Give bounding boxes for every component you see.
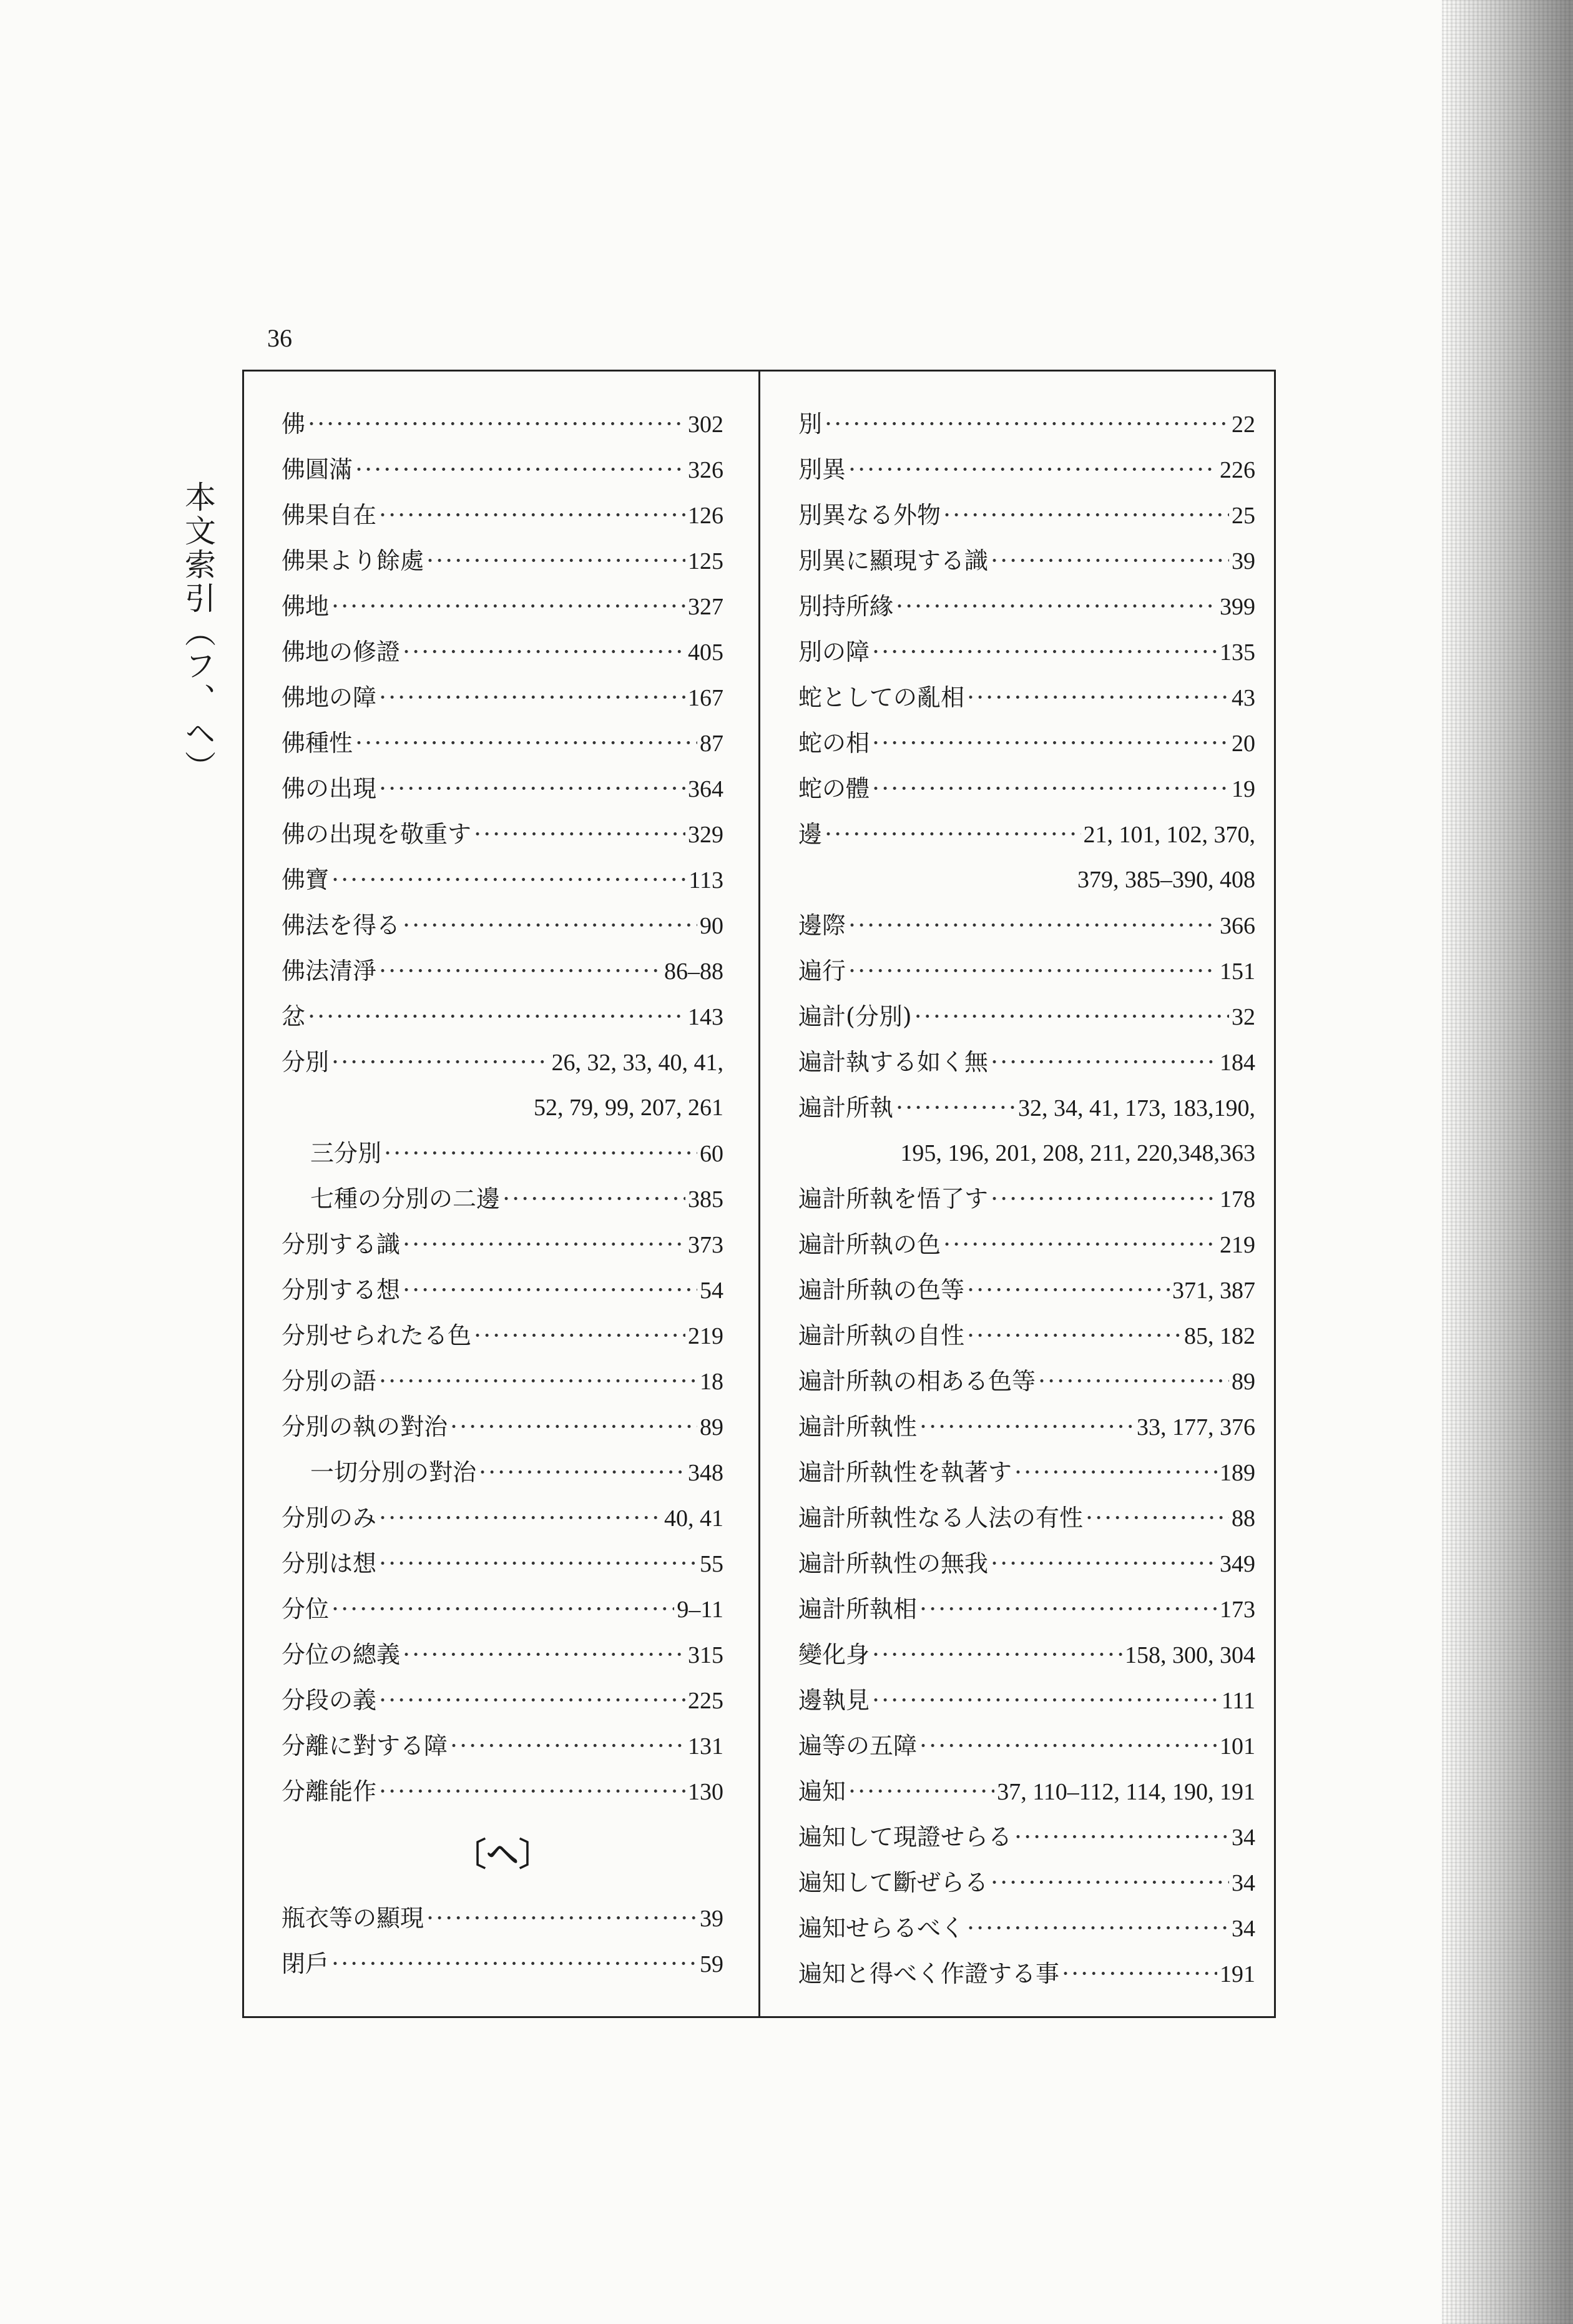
index-term: 遍知して斷ぜらる (798, 1869, 989, 1896)
leader-dots (914, 994, 1229, 1040)
leader-dots (379, 766, 685, 812)
page-references: 25 (1232, 503, 1255, 529)
page-references: 349 (1220, 1551, 1255, 1577)
leader-dots (1062, 1951, 1217, 1997)
index-term: 分別 (282, 1048, 330, 1076)
leader-dots (331, 857, 686, 903)
index-term: 分位の總義 (282, 1641, 401, 1668)
index-term: 遍等の五障 (798, 1732, 918, 1760)
index-term: 邊際 (798, 912, 846, 939)
index-term: 七種の分別の二邊 (310, 1185, 501, 1213)
page-references: 189 (1220, 1460, 1255, 1486)
index-entry (282, 1313, 723, 1359)
index-entry (798, 584, 1255, 629)
index-term: 別の障 (798, 638, 870, 666)
index-entry (282, 584, 723, 629)
index-term: 遍計(分別) (798, 1003, 912, 1030)
page-references: 18 (700, 1369, 723, 1395)
index-term: 佛の出現 (282, 775, 377, 802)
index-entry (798, 1814, 1255, 1860)
leader-dots (991, 538, 1229, 584)
index-entry (798, 1723, 1255, 1769)
index-term: 遍知 (798, 1778, 846, 1805)
index-entry (798, 447, 1255, 493)
leader-dots (403, 629, 685, 675)
index-term: 佛の出現を敬重す (282, 820, 472, 848)
leader-dots (991, 1176, 1217, 1222)
index-term: 別持所緣 (798, 593, 894, 620)
index-entry (798, 1176, 1255, 1222)
page-references: 37, 110–112, 114, 190, 191 (997, 1779, 1255, 1805)
leader-dots (991, 1040, 1217, 1085)
index-term: 忿 (282, 1003, 306, 1030)
index-entry (798, 903, 1255, 948)
index-term: 閉戶 (282, 1950, 330, 1977)
index-entry (282, 1678, 723, 1723)
page-references: 167 (688, 685, 723, 711)
page-references: 184 (1220, 1050, 1255, 1076)
index-term: 分別のみ (282, 1504, 377, 1532)
page-references: 191 (1220, 1961, 1255, 1987)
right-index-column (798, 401, 1255, 1997)
index-term: 佛法を得る (282, 912, 401, 939)
index-entry (798, 1632, 1255, 1678)
leader-dots (331, 584, 685, 629)
leader-dots (379, 1769, 685, 1814)
page-references: 151 (1220, 958, 1255, 985)
leader-dots (872, 629, 1217, 675)
index-entry (798, 1268, 1255, 1313)
index-entry (282, 1495, 723, 1541)
index-entry (798, 1860, 1255, 1906)
index-term: 遍計所執相 (798, 1595, 918, 1623)
index-entry (282, 629, 723, 675)
index-entry (282, 1541, 723, 1587)
index-entry (798, 812, 1255, 857)
page-references: 371, 387 (1172, 1278, 1255, 1304)
page-references: 219 (688, 1323, 723, 1349)
index-term: 佛法清淨 (282, 957, 377, 985)
leader-dots (896, 584, 1217, 629)
index-term: 別異 (798, 456, 846, 483)
index-term: 分別の執の對治 (282, 1413, 448, 1440)
page-references: 385 (688, 1186, 723, 1213)
page-references: 54 (700, 1278, 723, 1304)
side-running-head: 本文索引（フ、ヘ） (180, 481, 216, 784)
index-entry (798, 1951, 1255, 1997)
leader-dots (379, 675, 685, 721)
index-entry (282, 1131, 723, 1176)
page-references: 9–11 (677, 1597, 723, 1623)
leader-dots (872, 1678, 1219, 1723)
page-number: 36 (267, 324, 292, 352)
page-references: 33, 177, 376 (1137, 1414, 1255, 1440)
leader-dots (474, 1313, 685, 1359)
page-references: 85, 182 (1184, 1323, 1255, 1349)
leader-dots (848, 903, 1217, 948)
leader-dots (308, 994, 685, 1040)
page-references: 43 (1232, 685, 1255, 711)
index-entry (798, 1769, 1255, 1814)
index-term: 遍知と得べく作證する事 (798, 1960, 1060, 1987)
leader-dots (450, 1404, 697, 1450)
page-references: 59 (700, 1951, 723, 1977)
index-term: 別 (798, 410, 823, 438)
index-term: 一切分別の對治 (310, 1459, 477, 1486)
index-term: 佛果より餘處 (282, 547, 424, 574)
leader-dots (919, 1587, 1217, 1632)
index-entry (798, 1222, 1255, 1268)
section-heading: 〔ヘ〕 (453, 1836, 551, 1874)
page-references: 143 (688, 1004, 723, 1030)
index-entry (282, 1359, 723, 1404)
index-term: 佛地の修證 (282, 638, 401, 666)
page-references: 326 (688, 457, 723, 483)
page-references: 40, 41 (664, 1505, 723, 1532)
index-term: 遍計所執性を執著す (798, 1459, 1012, 1486)
index-entry (282, 812, 723, 857)
leader-dots (379, 493, 685, 538)
index-entry (798, 1085, 1255, 1131)
leader-dots (403, 1268, 697, 1313)
page-references: 226 (1220, 457, 1255, 483)
leader-dots (872, 1632, 1122, 1678)
page-references: 39 (1232, 548, 1255, 574)
leader-dots (825, 812, 1081, 857)
page-references: 126 (688, 503, 723, 529)
leader-dots (379, 1359, 697, 1404)
leader-dots (848, 447, 1217, 493)
leader-dots (479, 1450, 685, 1495)
leader-dots (848, 1769, 994, 1814)
page-references: 111 (1221, 1688, 1255, 1714)
index-entry (798, 1678, 1255, 1723)
index-term: 邊執見 (798, 1686, 870, 1714)
index-entry (798, 948, 1255, 994)
index-entry (282, 1723, 723, 1769)
index-term: 分別の語 (282, 1367, 377, 1395)
leader-dots (426, 1896, 697, 1941)
index-entry (282, 1587, 723, 1632)
leader-dots (403, 1632, 685, 1678)
page-references: 130 (688, 1779, 723, 1805)
index-term: 佛種性 (282, 729, 353, 757)
leader-dots (825, 401, 1229, 447)
leader-dots (308, 401, 685, 447)
index-entry (798, 538, 1255, 584)
index-entry (282, 1040, 723, 1085)
leader-dots (426, 538, 685, 584)
page-references: 366 (1220, 913, 1255, 939)
page-references: 399 (1220, 594, 1255, 620)
column-divider (758, 372, 760, 2016)
leader-dots (943, 1222, 1217, 1268)
leader-dots (379, 1678, 685, 1723)
index-term: 別異に顯現する識 (798, 547, 989, 574)
page-references: 219 (1220, 1232, 1255, 1258)
index-term: 分別する想 (282, 1276, 401, 1304)
index-term: 蛇の體 (798, 775, 870, 802)
index-entry (282, 447, 723, 493)
page-references: 55 (700, 1551, 723, 1577)
index-term: 遍計所執を悟了す (798, 1185, 989, 1213)
index-entry (798, 1450, 1255, 1495)
page-references: 32 (1232, 1004, 1255, 1030)
index-term: 別異なる外物 (798, 501, 941, 529)
index-term: 遍知して現證せらる (798, 1823, 1012, 1851)
index-term: 遍計所執性なる人法の有性 (798, 1504, 1084, 1532)
page-references: 405 (688, 639, 723, 666)
page-references: 125 (688, 548, 723, 574)
index-term: 遍計所執性の無我 (798, 1550, 989, 1577)
index-entry (798, 675, 1255, 721)
index-entry (798, 1040, 1255, 1085)
index-entry (282, 493, 723, 538)
index-term: 分別は想 (282, 1550, 377, 1577)
leader-dots (991, 1541, 1217, 1587)
page-references: 86–88 (664, 958, 723, 985)
index-table (242, 370, 1276, 2018)
page-references: 178 (1220, 1186, 1255, 1213)
index-entry (282, 1896, 723, 1941)
index-entry (282, 1769, 723, 1814)
leader-dots (450, 1723, 685, 1769)
page-references: 131 (688, 1733, 723, 1760)
page-references: 21, 101, 102, 370, (1083, 822, 1255, 848)
index-entry (282, 903, 723, 948)
page-references: 88 (1232, 1505, 1255, 1532)
page-references: 34 (1232, 1870, 1255, 1896)
index-term: 分段の義 (282, 1686, 377, 1714)
index-term: 遍計所執の自性 (798, 1322, 965, 1349)
index-entry (798, 629, 1255, 675)
page-references: 113 (688, 867, 723, 894)
index-entry (798, 1541, 1255, 1587)
page-references: 19 (1232, 776, 1255, 802)
page-references: 34 (1232, 1916, 1255, 1942)
index-entry (282, 1632, 723, 1678)
index-entry (282, 857, 723, 903)
leader-dots (474, 812, 685, 857)
page-references: 173 (1220, 1597, 1255, 1623)
index-entry (282, 401, 723, 447)
index-entry (798, 401, 1255, 447)
index-term: 佛 (282, 410, 306, 438)
page-references: 26, 32, 33, 40, 41, (551, 1050, 723, 1076)
leader-dots (967, 1313, 1182, 1359)
leader-dots (331, 1587, 674, 1632)
page-references: 87 (700, 731, 723, 757)
index-term: 遍計所執の相ある色等 (798, 1367, 1036, 1395)
leader-dots (1014, 1450, 1217, 1495)
leader-dots (967, 1268, 1170, 1313)
index-entry (282, 538, 723, 584)
leader-dots (379, 1495, 662, 1541)
page-references: 90 (700, 913, 723, 939)
leader-dots (1085, 1495, 1229, 1541)
index-entry (282, 948, 723, 994)
page-references-continued: 52, 79, 99, 207, 261 (534, 1095, 723, 1121)
index-term: 遍計所執 (798, 1094, 894, 1121)
page-references: 158, 300, 304 (1125, 1642, 1255, 1668)
index-entry (798, 766, 1255, 812)
index-term: 遍計所執の色等 (798, 1276, 965, 1304)
leader-dots (919, 1404, 1134, 1450)
index-entry (282, 766, 723, 812)
leader-dots (967, 1906, 1229, 1951)
index-term: 遍計所執の色 (798, 1231, 941, 1258)
leader-dots (384, 1131, 697, 1176)
index-term: 遍計所執性 (798, 1413, 918, 1440)
leader-dots (919, 1723, 1217, 1769)
leader-dots (331, 1040, 549, 1085)
page-references-continued: 379, 385–390, 408 (1077, 867, 1255, 893)
index-entry (282, 1268, 723, 1313)
index-term: 三分別 (310, 1140, 382, 1167)
index-entry (798, 1359, 1255, 1404)
leader-dots (991, 1860, 1229, 1906)
page-references: 101 (1220, 1733, 1255, 1760)
leader-dots (896, 1085, 1016, 1131)
leader-dots (355, 447, 685, 493)
page-references: 327 (688, 594, 723, 620)
page-references: 225 (688, 1688, 723, 1714)
index-entry (798, 994, 1255, 1040)
leader-dots (848, 948, 1217, 994)
index-entry (282, 1404, 723, 1450)
index-entry (798, 493, 1255, 538)
index-term: 佛地の障 (282, 684, 377, 711)
page-references: 60 (700, 1141, 723, 1167)
page-references: 302 (688, 411, 723, 438)
index-entry (798, 721, 1255, 766)
index-entry (798, 1495, 1255, 1541)
index-term: 遍知せらるべく (798, 1914, 965, 1942)
left-index-column (282, 401, 723, 1987)
leader-dots (331, 1941, 697, 1987)
index-term: 分離に對する障 (282, 1732, 448, 1760)
index-term: 蛇としての亂相 (798, 684, 965, 711)
index-term: 遍計執する如く無 (798, 1048, 989, 1076)
index-entry (282, 721, 723, 766)
index-entry (798, 1404, 1255, 1450)
page-references: 348 (688, 1460, 723, 1486)
leader-dots (502, 1176, 685, 1222)
index-term: 變化身 (798, 1641, 870, 1668)
leader-dots (1014, 1814, 1229, 1860)
index-term: 佛圓滿 (282, 456, 353, 483)
index-entry (282, 1176, 723, 1222)
leader-dots (355, 721, 697, 766)
index-term: 分別せられたる色 (282, 1322, 472, 1349)
page-references: 89 (700, 1414, 723, 1440)
page-references: 22 (1232, 411, 1255, 438)
index-entry (798, 1313, 1255, 1359)
index-entry (282, 994, 723, 1040)
page-references: 364 (688, 776, 723, 802)
page-references: 89 (1232, 1369, 1255, 1395)
index-term: 分別する識 (282, 1231, 401, 1258)
index-term: 分離能作 (282, 1778, 377, 1805)
index-term: 佛果自在 (282, 501, 377, 529)
leader-dots (872, 721, 1229, 766)
page-references: 135 (1220, 639, 1255, 666)
page-references: 329 (688, 822, 723, 848)
page-references: 315 (688, 1642, 723, 1668)
index-entry (798, 1587, 1255, 1632)
index-term: 佛地 (282, 593, 330, 620)
page-references: 20 (1232, 731, 1255, 757)
leader-dots (1038, 1359, 1229, 1404)
index-entry (282, 1222, 723, 1268)
index-entry (282, 675, 723, 721)
index-term: 分位 (282, 1595, 330, 1623)
page-references: 32, 34, 41, 173, 183,190, (1018, 1095, 1255, 1121)
page-references: 373 (688, 1232, 723, 1258)
index-term: 邊 (798, 820, 823, 848)
leader-dots (379, 1541, 697, 1587)
leader-dots (379, 948, 662, 994)
page-references-continued: 195, 196, 201, 208, 211, 220,348,363 (900, 1140, 1255, 1166)
leader-dots (943, 493, 1229, 538)
index-entry (282, 1941, 723, 1987)
leader-dots (403, 903, 697, 948)
scan-shadow-edge (1442, 0, 1573, 2324)
leader-dots (967, 675, 1229, 721)
index-entry (798, 1906, 1255, 1951)
index-term: 蛇の相 (798, 729, 870, 757)
index-term: 瓶衣等の顯現 (282, 1904, 424, 1932)
index-term: 佛寶 (282, 866, 330, 894)
page-references: 39 (700, 1906, 723, 1932)
leader-dots (403, 1222, 685, 1268)
index-term: 遍行 (798, 957, 846, 985)
index-entry (282, 1450, 723, 1495)
page-references: 34 (1232, 1824, 1255, 1851)
leader-dots (872, 766, 1229, 812)
